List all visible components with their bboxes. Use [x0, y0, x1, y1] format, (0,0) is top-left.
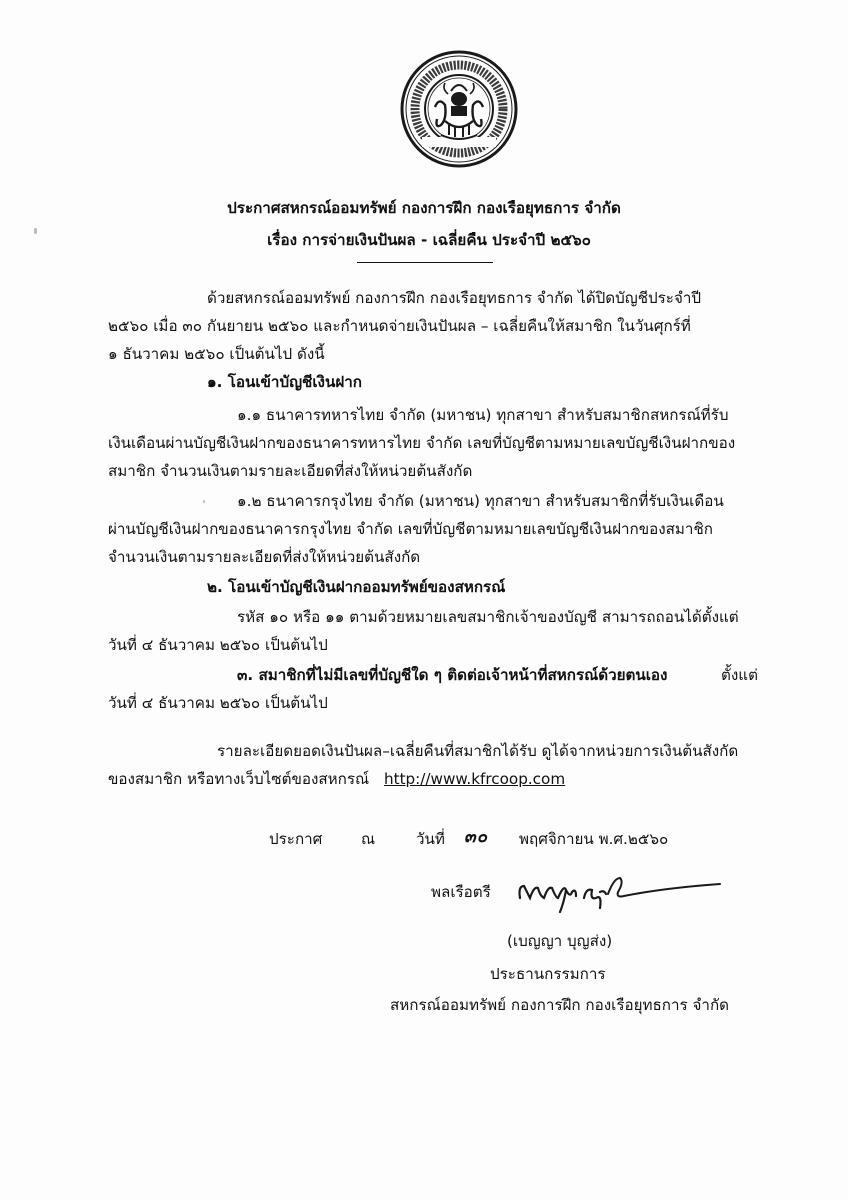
- section-2-line-2: วันที่ ๔ ธันวาคม ๒๕๖๐ เป็นต้นไป: [108, 636, 328, 654]
- intro-line-3: ๑ ธันวาคม ๒๕๖๐ เป็นต้นไป ดังนี้: [108, 345, 325, 363]
- details-line-1: รายละเอียดยอดเงินปันผล–เฉลี่ยคืนที่สมาชิกได้รับ ดูได้จากหน่วยการเงินต้นสังกัด: [217, 742, 739, 760]
- seal-ring-text-right: [399, 49, 401, 51]
- handwritten-date: ๓๐: [464, 827, 488, 847]
- section-2-heading: ๒. โอนเข้าบัญชีเงินฝากออมทรัพย์ของสหกรณ์: [207, 578, 506, 596]
- signer-name: (เบญญา บุญส่ง): [507, 932, 613, 950]
- item-1-1-line-1: ๑.๑ ธนาคารทหารไทย จำกัด (มหาชน) ทุกสาขา สำหรับสมาชิกสหกรณ์ที่รับ: [237, 406, 729, 424]
- seal-ring-text-left: [399, 49, 401, 50]
- signer-organization: สหกรณ์ออมทรัพย์ กองการฝึก กองเรือยุทธการ จำกัด: [390, 996, 729, 1014]
- item-1-1-line-3: สมาชิก จำนวนเงินตามรายละเอียดที่ส่งให้หน่วยต้นสังกัด: [108, 462, 473, 480]
- item-1-2-line-1: ๑.๒ ธนาคารกรุงไทย จำกัด (มหาชน) ทุกสาขา สำหรับสมาชิกที่รับเงินเดือน: [237, 492, 724, 510]
- handwritten-signature: [514, 868, 729, 918]
- announcement-date-rest: พฤศจิกายน พ.ศ.๒๕๖๐: [519, 830, 669, 848]
- announcement-date-label: วันที่: [416, 830, 445, 848]
- cooperative-seal-logo: [399, 49, 519, 169]
- item-1-2-line-2: ผ่านบัญชีเงินฝากของธนาคารกรุงไทย จำกัด เลขที่บัญชีตามหมายเลขบัญชีเงินฝากของสมาชิก: [108, 520, 713, 538]
- intro-line-1: ด้วยสหกรณ์ออมทรัพย์ กองการฝึก กองเรือยุทธการ จำกัด ได้ปิดบัญชีประจำปี: [207, 289, 702, 307]
- section-3-heading-tail: ตั้งแต่: [721, 666, 758, 684]
- signer-position: ประธานกรรมการ: [490, 965, 606, 983]
- section-3-line-2: วันที่ ๔ ธันวาคม ๒๕๖๐ เป็นต้นไป: [108, 694, 328, 712]
- section-1-heading: ๑. โอนเข้าบัญชีเงินฝาก: [207, 373, 362, 391]
- details-line-2: ของสมาชิก หรือทางเว็บไซต์ของสหกรณ์: [108, 770, 370, 788]
- announcement-prefix: ประกาศ: [269, 830, 323, 848]
- item-1-1-line-2: เงินเดือนผ่านบัญชีเงินฝากของธนาคารทหารไทย จำกัด เลขที่บัญชีตามหมายเลขบัญชีเงินฝากของ: [108, 434, 736, 452]
- title-underline: [357, 262, 493, 263]
- intro-line-2: ๒๕๖๐ เมื่อ ๓๐ กันยายน ๒๕๖๐ และกำหนดจ่ายเงินปันผล – เฉลี่ยคืนให้สมาชิก ในวันศุกร์ที่: [108, 317, 691, 335]
- announcement-at: ณ: [361, 830, 376, 848]
- signer-rank: พลเรือตรี: [431, 883, 491, 901]
- section-2-line-1: รหัส ๑๐ หรือ ๑๑ ตามด้วยหมายเลขสมาชิกเจ้าของบัญชี สามารถถอนได้ตั้งแต่: [237, 608, 739, 626]
- section-3-heading: ๓. สมาชิกที่ไม่มีเลขที่บัญชีใด ๆ ติดต่อเจ้าหน้าที่สหกรณ์ด้วยตนเอง: [237, 666, 668, 684]
- paper-speck: [203, 500, 205, 503]
- website-link[interactable]: http://www.kfrcoop.com: [384, 770, 566, 788]
- document-title: ประกาศสหกรณ์ออมทรัพย์ กองการฝึก กองเรือยุทธการ จำกัด: [227, 199, 621, 217]
- document-subject: เรื่อง การจ่ายเงินปันผล - เฉลี่ยคืน ประจำปี ๒๕๖๐: [267, 231, 591, 249]
- item-1-2-line-3: จำนวนเงินตามรายละเอียดที่ส่งให้หน่วยต้นสังกัด: [108, 548, 421, 566]
